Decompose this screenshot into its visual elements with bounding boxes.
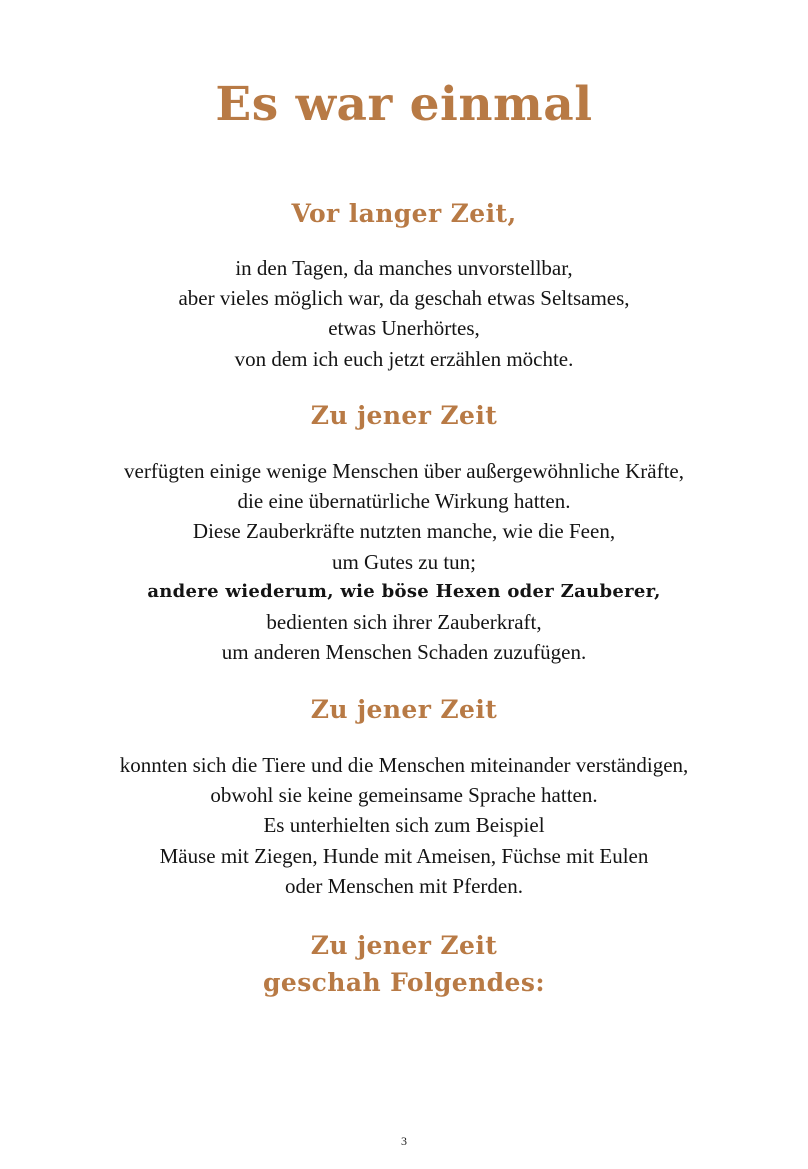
text-line: um Gutes zu tun;	[331, 549, 477, 574]
text-line: Es unterhielten sich zum Beispiel	[263, 813, 545, 838]
closing-heading-line-1: Zu jener Zeit	[310, 931, 498, 960]
page-title: Es war einmal	[215, 77, 593, 132]
text-line-emphasis: andere wiederum, wie böse Hexen oder Zauberer,	[147, 580, 661, 602]
section-text-3	[0, 750, 808, 901]
section-heading-3: Zu jener Zeit	[310, 695, 498, 724]
page-number: 3	[401, 1134, 407, 1148]
section-text-2	[0, 456, 808, 667]
text-line: obwohl sie keine gemeinsame Sprache hatten.	[210, 783, 598, 808]
text-line: um anderen Menschen Schaden zuzufügen.	[221, 640, 587, 665]
text-line: Diese Zauberkräfte nutzten manche, wie die Feen,	[192, 519, 616, 544]
text-line: oder Menschen mit Pferden.	[285, 873, 523, 898]
section-heading-2: Zu jener Zeit	[310, 401, 498, 430]
text-line: in den Tagen, da manches unvorstellbar,	[235, 256, 573, 280]
closing-heading-line-2: geschah Folgendes:	[263, 968, 545, 997]
text-line: aber vieles möglich war, da geschah etwas Seltsames,	[178, 286, 630, 311]
text-line: verfügten einige wenige Menschen über außergewöhnliche Kräfte,	[124, 459, 684, 483]
section-text-1	[0, 253, 808, 374]
text-line: etwas Unerhörtes,	[328, 316, 480, 341]
section-heading-1: Vor langer Zeit,	[291, 199, 517, 228]
text-line: von dem ich euch jetzt erzählen möchte.	[234, 346, 574, 371]
text-line: die eine übernatürliche Wirkung hatten.	[237, 489, 571, 514]
text-line: bedienten sich ihrer Zauberkraft,	[266, 610, 542, 635]
text-line: konnten sich die Tiere und die Menschen miteinander verständigen,	[119, 753, 689, 777]
text-line: Mäuse mit Ziegen, Hunde mit Ameisen, Füchse mit Eulen	[159, 843, 649, 868]
